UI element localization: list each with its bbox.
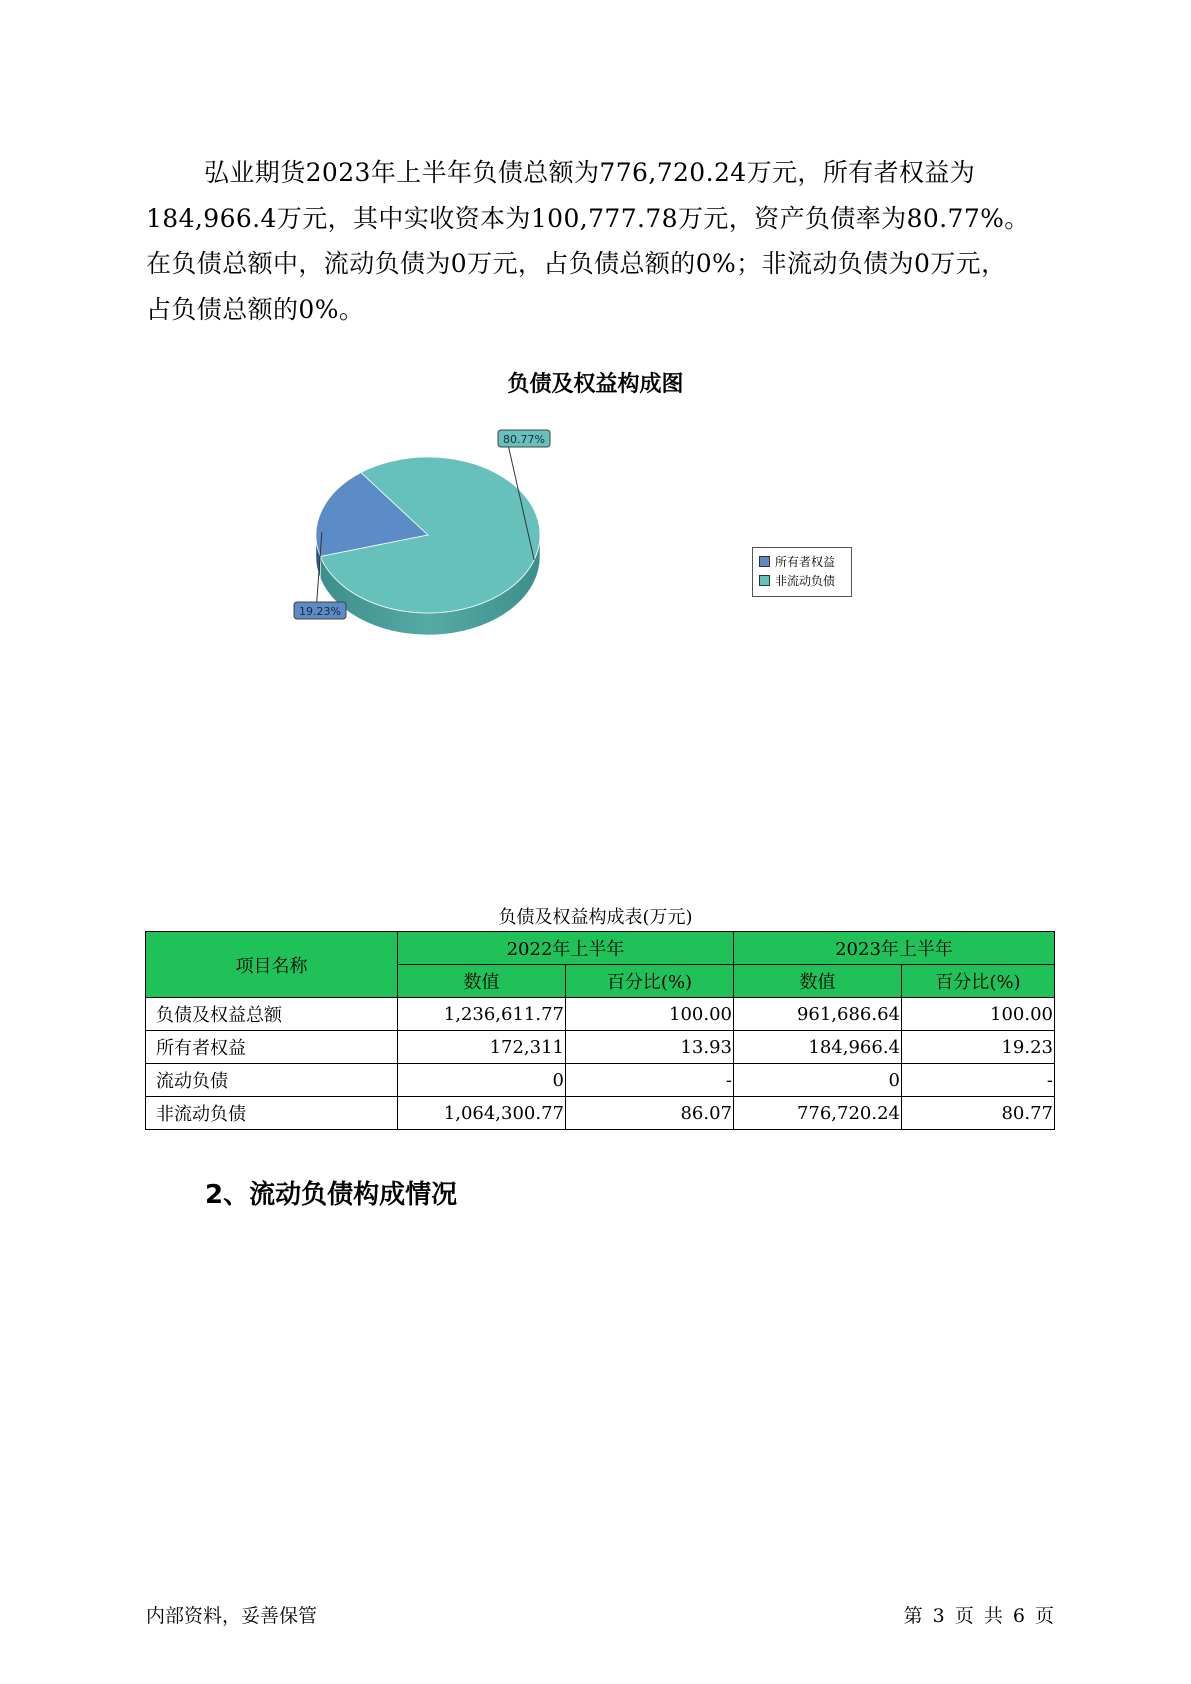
legend-swatch-noncurrent [759,575,770,586]
cell-value-2022: 172,311 [398,1031,566,1064]
cell-value-2023: 0 [734,1064,902,1097]
table-caption: 负债及权益构成表(万元) [498,907,693,928]
cell-percent-2023: - [902,1064,1055,1097]
row-name: 流动负债 [146,1064,398,1097]
table-row [146,1097,1055,1130]
cell-value-2022: 1,064,300.77 [398,1097,566,1130]
cell-percent-2022: 86.07 [566,1097,734,1130]
cell-value-2023: 961,686.64 [734,998,902,1031]
header-year-2022: 2022年上半年 [398,932,734,965]
table-row [146,1031,1055,1064]
paragraph-line-3: 在负债总额中，流动负债为0万元，占负债总额的0%；非流动负债为0万元， [146,249,1007,278]
legend-item-equity [759,552,845,571]
paragraph-line-4: 占负债总额的0%。 [146,294,365,324]
header-percent-2023: 百分比(%) [902,965,1055,998]
paragraph-line-1: 弘业期货2023年上半年负债总额为776,720.24万元，所有者权益为 [204,158,976,187]
legend-item-noncurrent [759,571,845,590]
pie-data-label: 80.77% [503,433,545,446]
footer-confidential: 内部资料，妥善保管 [146,1605,318,1627]
footer-page-number: 第 3 页 共 6 页 [903,1605,1054,1627]
cell-percent-2022: 13.93 [566,1031,734,1064]
pie-data-label: 19.23% [299,605,341,618]
row-name: 负债及权益总额 [146,998,398,1031]
header-year-2023: 2023年上半年 [734,932,1055,965]
cell-value-2022: 1,236,611.77 [398,998,566,1031]
cell-percent-2023: 80.77 [902,1097,1055,1130]
header-percent-2022: 百分比(%) [566,965,734,998]
row-name: 非流动负债 [146,1097,398,1130]
legend-swatch-equity [759,556,770,567]
cell-value-2023: 184,966.4 [734,1031,902,1064]
chart-legend [752,547,852,597]
summary-paragraph [146,150,1056,332]
cell-percent-2022: 100.00 [566,998,734,1031]
cell-percent-2023: 100.00 [902,998,1055,1031]
table-row [146,998,1055,1031]
section-heading: 2、流动负债构成情况 [205,1180,458,1210]
paragraph-line-2: 184,966.4万元，其中实收资本为100,777.78万元，资产负债率为80.77%。 [146,203,1030,233]
cell-percent-2022: - [566,1064,734,1097]
liabilities-equity-table [145,931,1055,1130]
header-value-2023: 数值 [734,965,902,998]
cell-percent-2023: 19.23 [902,1031,1055,1064]
cell-value-2022: 0 [398,1064,566,1097]
legend-label-equity: 所有者权益 [775,555,836,569]
table-row [146,1064,1055,1097]
header-item-name: 项目名称 [146,932,398,998]
legend-label-noncurrent: 非流动负债 [775,574,836,588]
pie-chart [260,433,580,680]
chart-title: 负债及权益构成图 [507,372,684,397]
cell-value-2023: 776,720.24 [734,1097,902,1130]
header-value-2022: 数值 [398,965,566,998]
row-name: 所有者权益 [146,1031,398,1064]
